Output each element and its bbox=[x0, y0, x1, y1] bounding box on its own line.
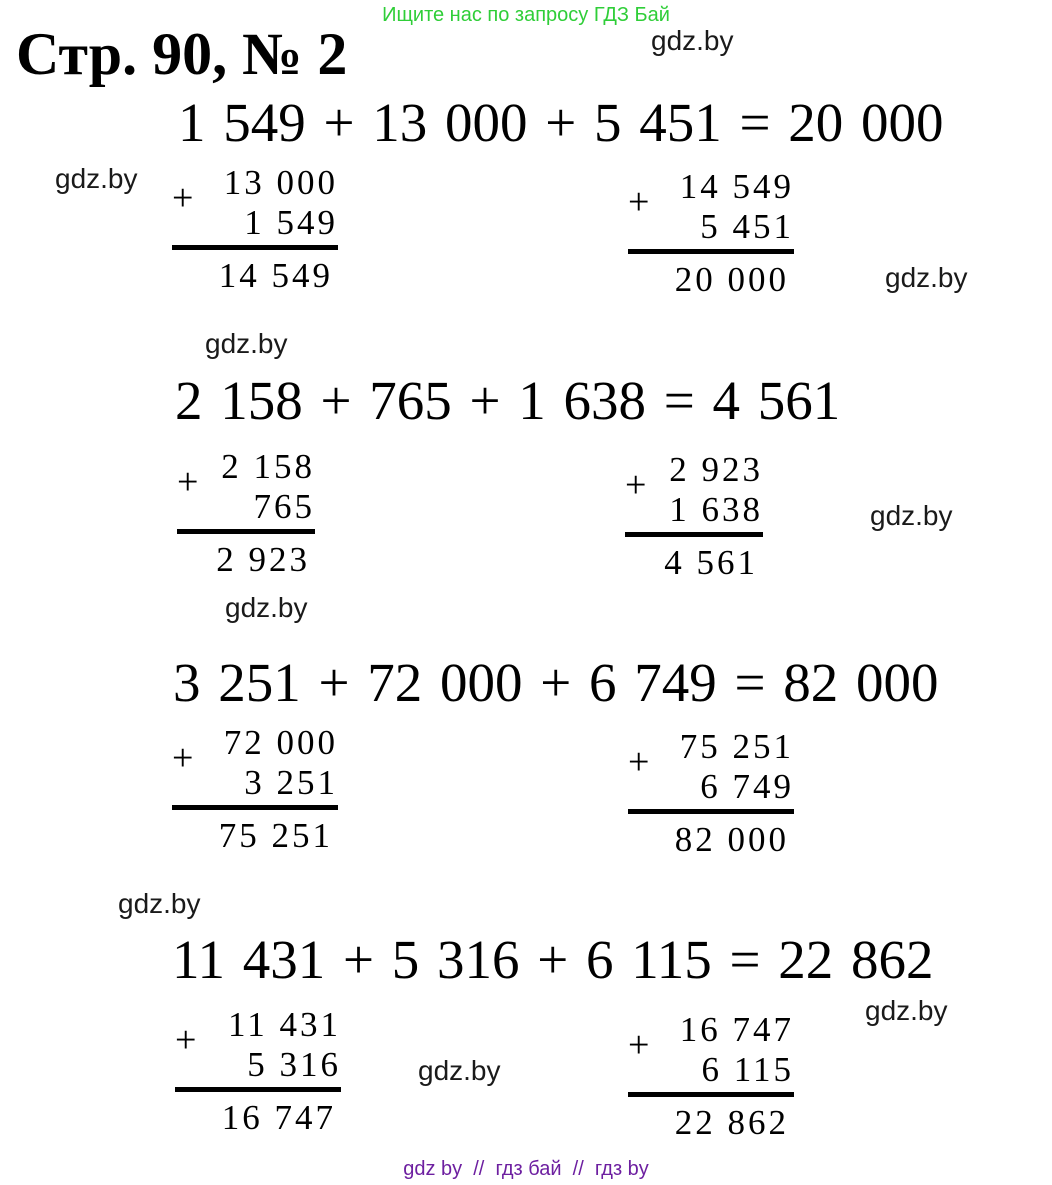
watermark: gdz.by bbox=[118, 888, 201, 919]
addend-bottom: 6 749 bbox=[700, 767, 794, 806]
sum-result: 82 000 bbox=[674, 820, 789, 859]
addend-bottom: 5 451 bbox=[700, 207, 794, 246]
equation-1: 1 549 + 13 000 + 5 451 = 20 000 bbox=[178, 92, 944, 153]
promo-banner: Ищите нас по запросу ГДЗ Бай bbox=[382, 4, 670, 26]
equation-2: 2 158 + 765 + 1 638 = 4 561 bbox=[175, 370, 841, 431]
sum-result: 22 862 bbox=[674, 1103, 789, 1142]
watermark: gdz.by bbox=[418, 1055, 501, 1086]
addend-top: 16 747 bbox=[679, 1010, 794, 1049]
footer-watermark: gdz by // гдз бай // гдз by bbox=[403, 1158, 649, 1180]
addend-top: 11 431 bbox=[228, 1005, 341, 1044]
addend-top: 14 549 bbox=[679, 167, 794, 206]
watermark: gdz.by bbox=[865, 995, 948, 1026]
watermark: gdz.by bbox=[205, 328, 288, 359]
watermark: gdz.by bbox=[651, 25, 734, 56]
sum-result: 75 251 bbox=[218, 816, 333, 855]
sum-rule bbox=[628, 249, 794, 254]
addend-top: 13 000 bbox=[223, 163, 338, 202]
plus-sign: + bbox=[628, 741, 650, 783]
equation-3: 3 251 + 72 000 + 6 749 = 82 000 bbox=[173, 652, 939, 713]
addend-bottom: 765 bbox=[253, 487, 315, 526]
sum-rule bbox=[628, 809, 794, 814]
addition-block-4-left bbox=[175, 1005, 341, 1138]
watermark: gdz.by bbox=[55, 163, 138, 194]
sum-result: 20 000 bbox=[674, 260, 789, 299]
watermark: gdz.by bbox=[225, 592, 308, 623]
plus-sign: + bbox=[172, 737, 194, 779]
sum-rule bbox=[172, 805, 338, 810]
sum-rule bbox=[628, 1092, 794, 1097]
addend-bottom: 1 638 bbox=[669, 490, 763, 529]
addend-bottom: 5 316 bbox=[247, 1045, 341, 1084]
plus-sign: + bbox=[177, 461, 199, 503]
addend-top: 2 923 bbox=[669, 450, 763, 489]
watermark: gdz.by bbox=[885, 262, 968, 293]
addition-block-2-left bbox=[177, 447, 315, 580]
sum-result: 14 549 bbox=[218, 256, 333, 295]
addition-block-1-right bbox=[628, 167, 794, 300]
sum-result: 2 923 bbox=[216, 540, 310, 579]
addend-top: 72 000 bbox=[223, 723, 338, 762]
sum-result: 16 747 bbox=[221, 1098, 336, 1137]
addition-block-4-right bbox=[628, 1010, 794, 1143]
addend-bottom: 1 549 bbox=[244, 203, 338, 242]
plus-sign: + bbox=[172, 177, 194, 219]
addend-top: 75 251 bbox=[679, 727, 794, 766]
addend-top: 2 158 bbox=[221, 447, 315, 486]
addition-block-3-left bbox=[172, 723, 338, 856]
sum-rule bbox=[172, 245, 338, 250]
page-title: Стр. 90, № 2 bbox=[16, 21, 348, 87]
addition-block-2-right bbox=[625, 450, 763, 583]
sum-rule bbox=[175, 1087, 341, 1092]
addition-block-3-right bbox=[628, 727, 794, 860]
plus-sign: + bbox=[175, 1019, 197, 1061]
plus-sign: + bbox=[628, 1024, 650, 1066]
sum-rule bbox=[625, 532, 763, 537]
plus-sign: + bbox=[625, 464, 647, 506]
sum-result: 4 561 bbox=[664, 543, 758, 582]
addend-bottom: 6 115 bbox=[701, 1050, 794, 1089]
addend-bottom: 3 251 bbox=[244, 763, 338, 802]
watermark: gdz.by bbox=[870, 500, 953, 531]
sum-rule bbox=[177, 529, 315, 534]
equation-4: 11 431 + 5 316 + 6 115 = 22 862 bbox=[172, 929, 934, 990]
plus-sign: + bbox=[628, 181, 650, 223]
addition-block-1-left bbox=[172, 163, 338, 296]
